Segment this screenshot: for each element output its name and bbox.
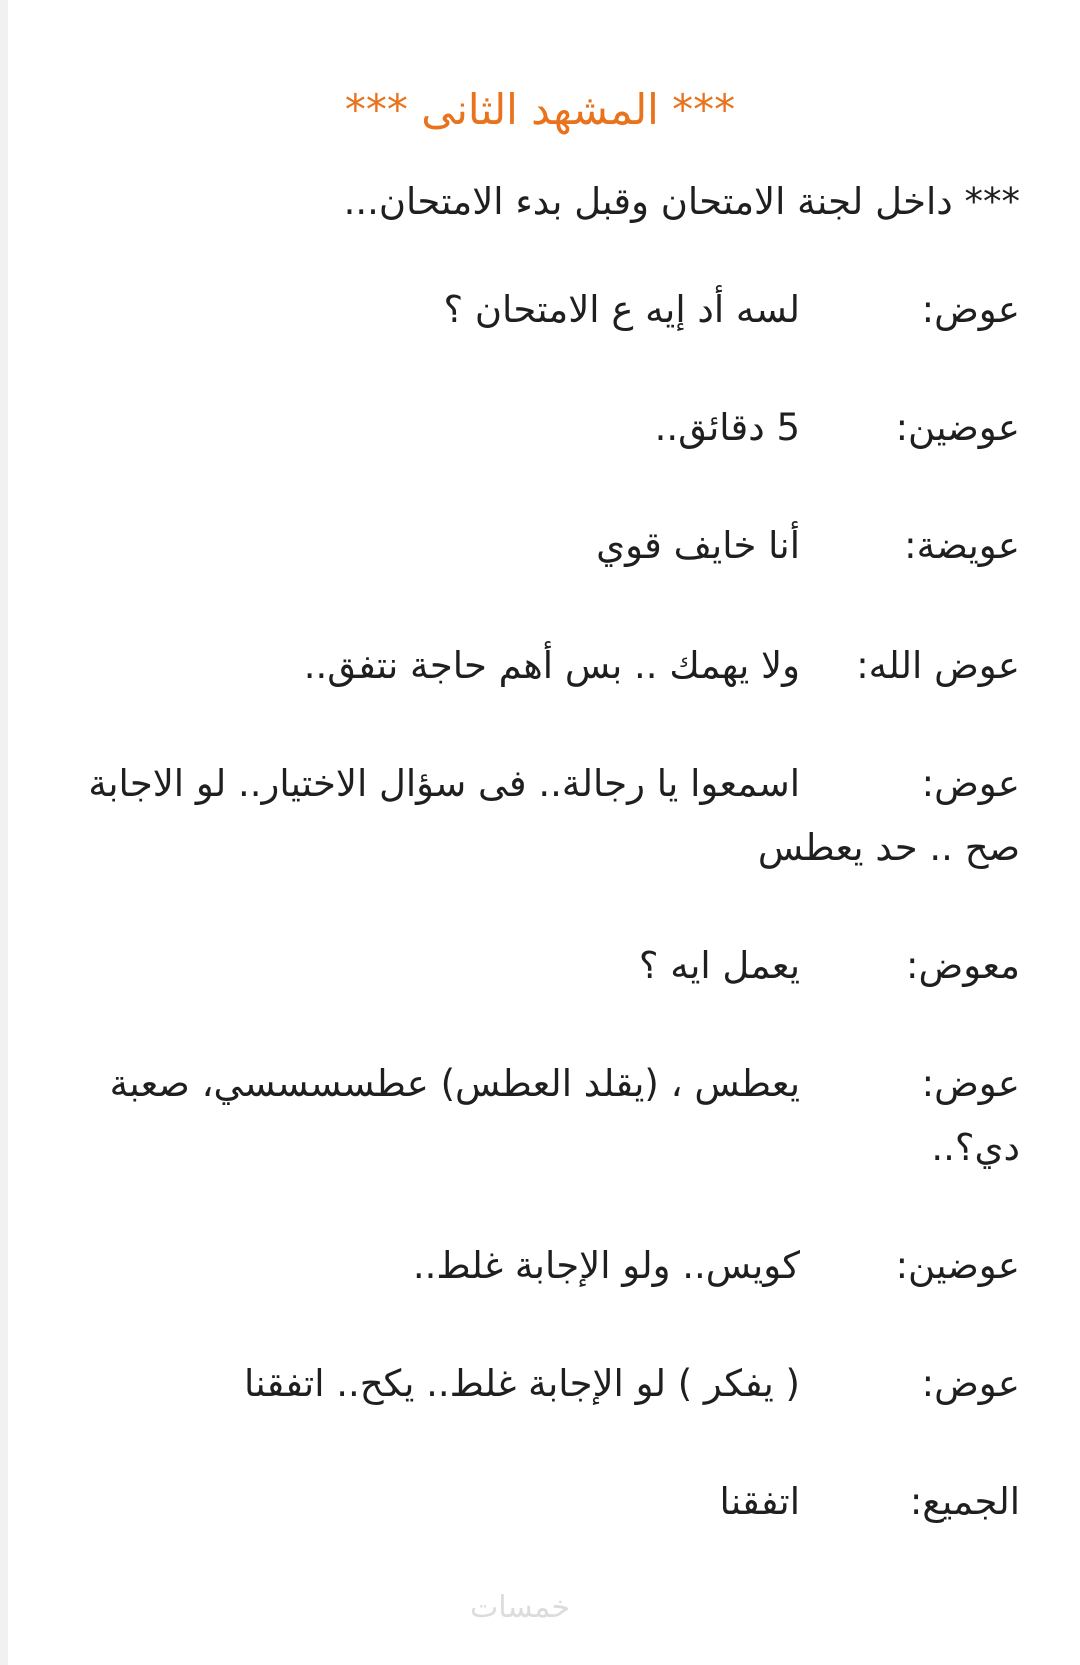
speech-text: اتفقنا — [719, 1480, 800, 1523]
stage-direction: *** داخل لجنة الامتحان وقبل بدء الامتحان... — [343, 180, 1020, 223]
speaker-name: معوض: — [906, 944, 1020, 987]
speech-text: اسمعوا يا رجالة.. فى سؤال الاختيار.. لو الاجابة صح .. حد يعطس — [88, 762, 1020, 869]
speaker-name: عوض: — [921, 762, 1020, 805]
speech-text: يعطس ، (يقلد العطس) عطسسسسي، صعبة دي؟.. — [109, 1062, 1020, 1169]
speaker-name: عويضة: — [904, 524, 1020, 567]
speaker-name: عوض الله: — [856, 644, 1020, 687]
speaker-name: عوضين: — [895, 1244, 1020, 1287]
speech-text: كويس.. ولو الإجابة غلط.. — [412, 1244, 800, 1287]
speaker-name: عوضين: — [895, 406, 1020, 449]
speaker-name: عوض: — [921, 288, 1020, 331]
speaker-name: عوض: — [921, 1362, 1020, 1405]
speech-text: 5 دقائق.. — [654, 406, 800, 449]
speech-text: أنا خايف قوي — [596, 524, 800, 567]
speaker-name: الجميع: — [909, 1480, 1020, 1523]
script-page — [60, 0, 1020, 1665]
speech-text: ( يفكر ) لو الإجابة غلط.. يكح.. اتفقنا — [244, 1362, 800, 1405]
left-edge-shadow — [0, 0, 8, 1665]
speech-text: يعمل ايه ؟ — [638, 944, 800, 987]
scene-title: *** المشهد الثانى *** — [344, 85, 736, 134]
watermark-logo: خمسات — [470, 1590, 571, 1625]
speaker-name: عوض: — [921, 1062, 1020, 1105]
speech-text: ولا يهمك .. بس أهم حاجة نتفق.. — [303, 644, 800, 687]
speech-text: لسه أد إيه ع الامتحان ؟ — [443, 288, 800, 331]
